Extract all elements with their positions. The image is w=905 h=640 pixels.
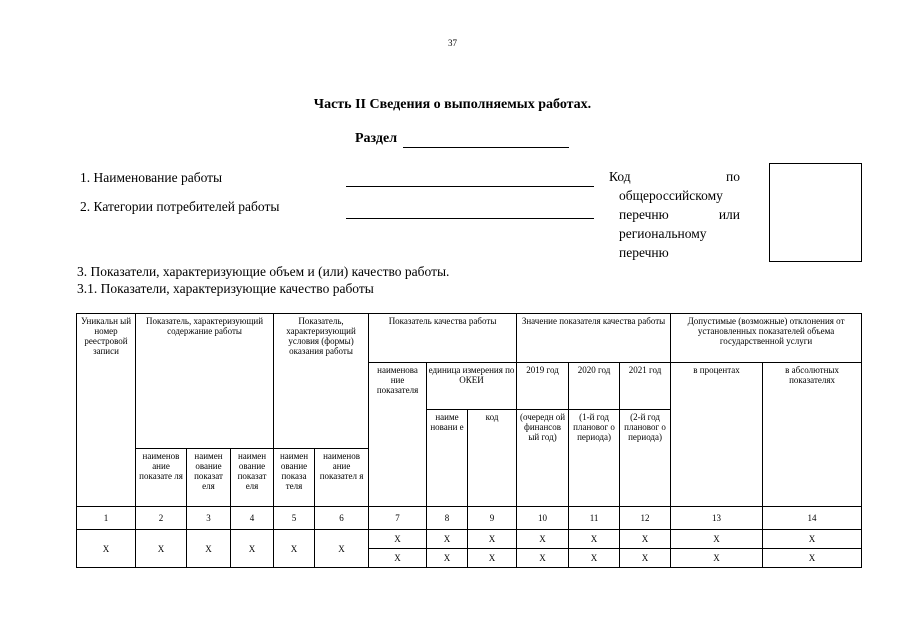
header-indicator-name-2: наимен ование показат еля: [187, 449, 231, 507]
column-number: 14: [763, 507, 862, 530]
consumer-categories-blank-line[interactable]: [346, 218, 594, 219]
column-number: 11: [569, 507, 620, 530]
quality-heading: 3.1. Показатели, характеризующие качество работы: [77, 281, 374, 296]
header-quality-indicator: Показатель качества работы: [369, 314, 517, 363]
table-cell[interactable]: X: [671, 530, 763, 549]
column-number: 9: [468, 507, 517, 530]
column-number: 10: [517, 507, 569, 530]
header-allowed-deviation: Допустимые (возможные) отклонения от установленных показателей объема государственной услуги: [671, 314, 862, 363]
table-cell[interactable]: X: [620, 549, 671, 568]
column-number: 1: [77, 507, 136, 530]
column-number: 12: [620, 507, 671, 530]
code-line-2: общероссийскому: [619, 188, 723, 203]
code-word-po: по: [726, 169, 740, 184]
page-number: 37: [448, 38, 457, 48]
header-unit-name: наиме новани е: [427, 410, 468, 507]
column-number: 5: [274, 507, 315, 530]
header-unique-number: Уникальн ый номер реестровой записи: [77, 314, 136, 507]
table-cell[interactable]: X: [427, 530, 468, 549]
table-cell[interactable]: X: [427, 549, 468, 568]
code-word-perechnyu: перечню: [619, 207, 669, 222]
work-name-label: 1. Наименование работы: [80, 170, 223, 185]
code-line-5: перечню: [619, 245, 669, 260]
header-quality-name: наименова ние показателя: [369, 363, 427, 507]
column-number: 6: [315, 507, 369, 530]
header-conditions-indicator: Показатель, характеризующий условия (формы) оказания работы: [274, 314, 369, 449]
table-cell[interactable]: X: [274, 530, 315, 568]
consumer-categories-label: 2. Категории потребителей работы: [80, 199, 280, 214]
table-cell[interactable]: X: [763, 530, 862, 549]
table-cell[interactable]: X: [468, 549, 517, 568]
registry-code-label: [609, 167, 740, 262]
header-indicator-name-3: наимен ование показат еля: [231, 449, 274, 507]
header-unit-code: код: [468, 410, 517, 507]
header-year-2020-sub: (1-й год плановог о периода): [569, 410, 620, 507]
header-indicator-name-4: наимен ование показа теля: [274, 449, 315, 507]
table-cell[interactable]: X: [231, 530, 274, 568]
header-absolute: в абсолютных показателях: [763, 363, 862, 507]
column-number: 13: [671, 507, 763, 530]
section-label: Раздел: [355, 131, 398, 146]
header-year-2021-sub: (2-й год плановог о периода): [620, 410, 671, 507]
header-percent: в процентах: [671, 363, 763, 507]
table-cell[interactable]: X: [369, 530, 427, 549]
code-line-4: региональному: [619, 226, 707, 241]
column-number: 4: [231, 507, 274, 530]
column-number: 3: [187, 507, 231, 530]
table-cell[interactable]: X: [569, 549, 620, 568]
quality-indicators-table: [76, 313, 862, 568]
header-year-2019-sub: (очередн ой финансов ый год): [517, 410, 569, 507]
header-quality-value: Значение показателя качества работы: [517, 314, 671, 363]
indicators-headings: [77, 263, 449, 297]
table-cell[interactable]: X: [517, 549, 569, 568]
table-cell[interactable]: X: [620, 530, 671, 549]
column-number: 2: [136, 507, 187, 530]
page-title: Часть II Сведения о выполняемых работах.: [313, 97, 592, 112]
work-name-blank-line[interactable]: [346, 186, 594, 187]
header-year-2019: 2019 год: [517, 363, 569, 410]
table-cell[interactable]: X: [517, 530, 569, 549]
header-indicator-name-5: наименов ание показател я: [315, 449, 369, 507]
header-indicator-name-1: наименов ание показате ля: [136, 449, 187, 507]
code-word: Код: [609, 169, 631, 184]
registry-code-box[interactable]: [769, 163, 862, 262]
section-blank-line[interactable]: [403, 147, 569, 148]
indicators-heading: 3. Показатели, характеризующие объем и (или) качество работы.: [77, 264, 450, 279]
code-word-ili: или: [718, 207, 740, 222]
column-number: 8: [427, 507, 468, 530]
table-cell[interactable]: X: [763, 549, 862, 568]
table-cell[interactable]: X: [671, 549, 763, 568]
table-cell[interactable]: X: [136, 530, 187, 568]
header-year-2021: 2021 год: [620, 363, 671, 410]
header-quality-unit: единица измерения по ОКЕИ: [427, 363, 517, 410]
table-cell[interactable]: X: [77, 530, 136, 568]
header-content-indicator: Показатель, характеризующий содержание работы: [136, 314, 274, 449]
table-cell[interactable]: X: [187, 530, 231, 568]
header-year-2020: 2020 год: [569, 363, 620, 410]
table-cell[interactable]: X: [468, 530, 517, 549]
table-cell[interactable]: X: [315, 530, 369, 568]
column-number: 7: [369, 507, 427, 530]
table-cell[interactable]: X: [569, 530, 620, 549]
table-cell[interactable]: X: [369, 549, 427, 568]
